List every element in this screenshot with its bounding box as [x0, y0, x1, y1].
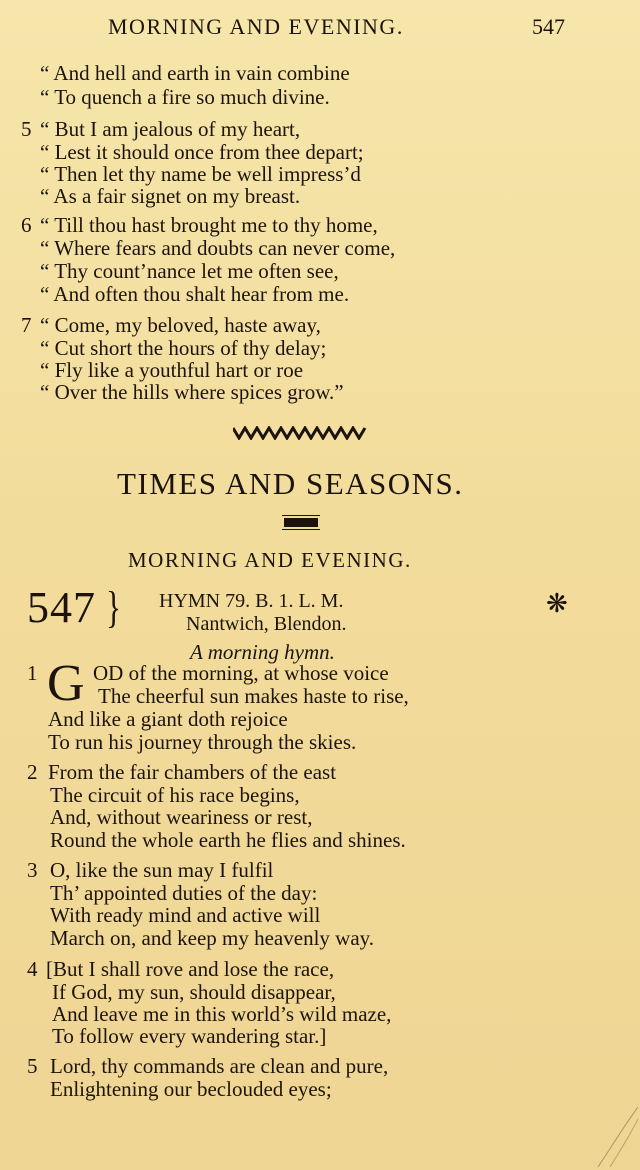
verse-line: OD of the morning, at whose voice [93, 661, 389, 685]
brace-mark: } [106, 583, 121, 632]
verse-line: “ And hell and earth in vain combine [40, 61, 350, 85]
hymn-number: 547 [27, 583, 96, 632]
verse-number: 5 [21, 117, 32, 141]
running-head: MORNING AND EVENING. [108, 14, 404, 39]
verse-line: If God, my sun, should disappear, [52, 980, 336, 1004]
verse-line: Enlightening our beclouded eyes; [50, 1077, 332, 1101]
verse-line: From the fair chambers of the east [48, 760, 337, 784]
asterism-icon: ❋ [546, 589, 568, 618]
drop-cap: G [47, 655, 85, 712]
verse-line: And leave me in this world’s wild maze, [52, 1002, 392, 1026]
verse-line: Lord, thy commands are clean and pure, [50, 1054, 389, 1078]
verse-number: 1 [27, 661, 38, 685]
verse-number: 6 [21, 213, 32, 237]
verse-line: With ready mind and active will [50, 903, 321, 927]
section-rule [284, 518, 318, 527]
verse-line: To run his journey through the skies. [48, 730, 357, 754]
verse-line: “ To quench a fire so much divine. [40, 85, 330, 109]
verse-line: [But I shall rove and lose the race, [46, 957, 335, 981]
verse-line: “ Where fears and doubts can never come, [40, 236, 396, 260]
verse-line: The cheerful sun makes haste to rise, [98, 684, 409, 708]
section-title: TIMES AND SEASONS. [117, 466, 464, 501]
verse-line: “ Then let thy name be well impress’d [40, 162, 361, 186]
verse-number: 2 [27, 760, 38, 784]
hymn-info: HYMN 79. B. 1. L. M. [159, 590, 344, 612]
verse-line: “ Come, my beloved, haste away, [40, 313, 321, 337]
verse-number: 3 [27, 858, 38, 882]
zigzag-ornament [233, 426, 367, 440]
verse-line: O, like the sun may I fulfil [50, 858, 274, 882]
verse-line: “ Over the hills where spices grow.” [40, 380, 344, 404]
page-number: 547 [532, 14, 565, 39]
verse-line: “ As a fair signet on my breast. [40, 184, 301, 208]
hymn-subtitle: A morning hymn. [190, 640, 335, 664]
verse-line: “ Lest it should once from thee depart; [40, 140, 364, 164]
verse-line: “ Fly like a youthful hart or roe [40, 358, 304, 382]
verse-line: “ Till thou hast brought me to thy home, [40, 213, 378, 237]
subsection-title: MORNING AND EVENING. [128, 548, 412, 572]
verse-line: And, without weariness or rest, [50, 805, 313, 829]
verse-line: “ And often thou shalt hear from me. [40, 282, 350, 306]
verse-line: And like a giant doth rejoice [48, 707, 288, 731]
verse-line: “ Thy count’nance let me often see, [40, 259, 339, 283]
hymn-tunes: Nantwich, Blendon. [186, 613, 347, 635]
verse-line: Round the whole earth he flies and shines. [50, 828, 406, 852]
verse-number: 7 [21, 313, 32, 337]
verse-line: Th’ appointed duties of the day: [50, 881, 318, 905]
verse-line: “ Cut short the hours of thy delay; [40, 336, 327, 360]
verse-line: March on, and keep my heavenly way. [50, 926, 375, 950]
page-curl-mark [590, 1105, 640, 1170]
verse-number: 5 [27, 1054, 38, 1078]
verse-line: “ But I am jealous of my heart, [40, 117, 301, 141]
verse-line: The circuit of his race begins, [50, 783, 300, 807]
verse-line: To follow every wandering star.] [52, 1024, 327, 1048]
verse-number: 4 [27, 957, 38, 981]
